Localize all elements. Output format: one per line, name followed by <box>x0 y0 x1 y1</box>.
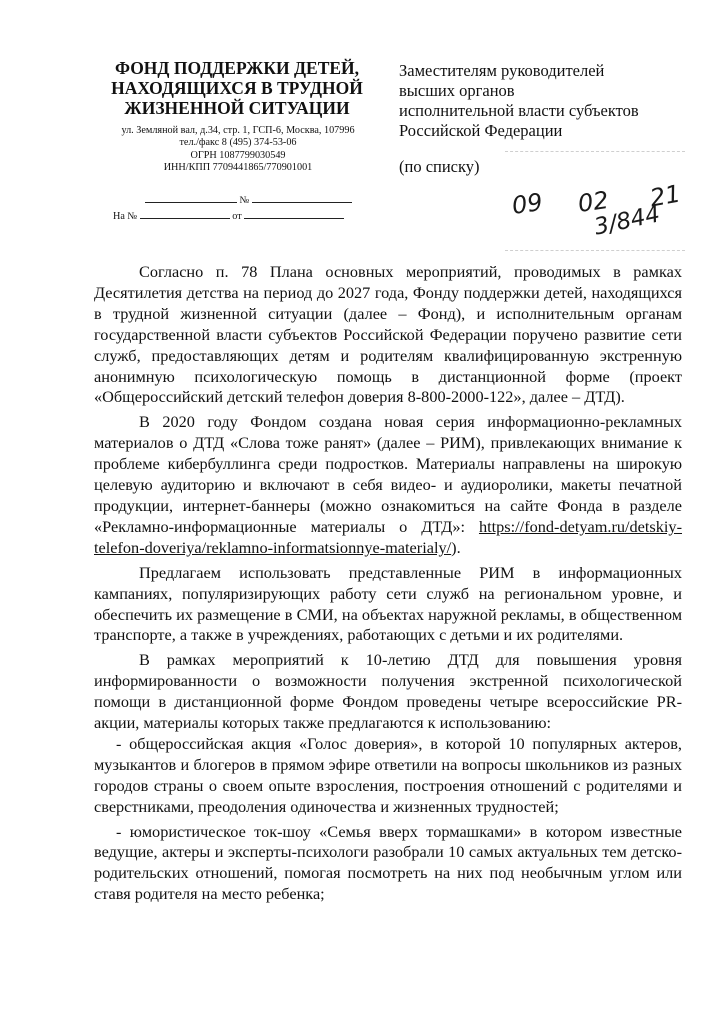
materials-link[interactable]: https://fond-detyam.ru/detskiy-telefon-doveriya/reklamno-informatsionnye-materialy/ <box>94 516 682 557</box>
handwritten-number: 3/844 <box>592 201 663 241</box>
sender-inn-kpp: ИНН/КПП 7709441865/770901001 <box>163 162 313 174</box>
sender-address: ул. Земляной вал, д.34, стр. 1, ГСП-6, Москва, 107996 <box>121 125 355 136</box>
number-sign: № <box>239 195 250 206</box>
handwritten-date-month: 02 <box>576 186 611 218</box>
blank-line <box>252 193 352 203</box>
recipient-line: исполнительной власти субъектов <box>399 101 639 120</box>
recipient-line: Российской Федерации <box>399 121 563 140</box>
letter-body <box>94 262 682 905</box>
handwritten-date-year: 21 <box>647 179 683 213</box>
paragraph-2-end: ). <box>451 537 461 557</box>
sender-title <box>102 58 372 118</box>
faint-stamp-line <box>505 151 685 152</box>
list-item-1: - общероссийская акция «Голос доверия», в которой 10 популярных актеров, музыкантов и блогеров в прямом эфире ответили на вопросы школьников из разных городов страны о своем опыте взросления, построения отношений с родителями и сверстниками, преодоления одиночества и жизненных трудностей; <box>94 733 682 816</box>
recipient-block <box>399 61 689 141</box>
blank-line <box>244 209 344 219</box>
sender-title-line: НАХОДЯЩИХСЯ В ТРУДНОЙ <box>111 78 363 98</box>
outgoing-number-line <box>145 193 352 206</box>
list-item-2: - юмористическое ток-шоу «Семья вверх тормашками» в котором известные ведущие, актеры и эксперты-психологи разобрали 10 самых актуальных тем детско-родительских отношений, помогая посмотреть на них под необычным углом или ставя родителя на место ребенка; <box>94 821 682 904</box>
reply-to-label: На № <box>113 211 138 222</box>
recipient-line: Заместителям руководителей <box>399 61 605 80</box>
faint-stamp-line <box>505 250 685 251</box>
paragraph-2-text: В 2020 году Фондом создана новая серия информационно-рекламных материалов о ДТД «Слова тоже ранят» (далее – РИМ), привлекающих внимание к проблеме кибербуллинга среди подростков. Материалы направлены на широкую целевую аудиторию и включают в себя видео- и аудиоролики, макеты печатной продукции, интернет-баннеры (можно ознакомиться на сайте Фонда в разделе «Рекламно-информационные материалы о ДТД»: <box>94 412 682 536</box>
sender-title-line: ЖИЗНЕННОЙ СИТУАЦИИ <box>124 98 350 118</box>
sender-details <box>104 125 372 175</box>
blank-line <box>145 193 237 203</box>
recipient-list-note: (по списку) <box>399 157 480 176</box>
paragraph-3: Предлагаем использовать представленные РИМ в информационных кампаниях, популяризирующих работу сети служб на региональном уровне, и обеспечить их размещение в СМИ, на объектах наружной рекламы, в общественном транспорте, а также в учреждениях, работающих с детьми и их родителями. <box>94 562 682 645</box>
reply-date-label: от <box>232 211 242 222</box>
paragraph-1: Согласно п. 78 Плана основных мероприятий, проводимых в рамках Десятилетия детства на период до 2027 года, Фонду поддержки детей, находящихся в трудной жизненной ситуации (далее – Фонд), и исполнительным органам государственной власти субъектов Российской Федерации поручено развитие сети служб, предоставляющих детям и родителям квалифицированную экстренную анонимную психологическую помощь в дистанционной форме (проект «Общероссийский детский телефон доверия 8-800-2000-122», далее – ДТД). <box>94 262 682 407</box>
blank-line <box>140 209 230 219</box>
paragraph-2 <box>94 412 682 558</box>
handwritten-date-day: 09 <box>510 188 545 220</box>
recipient-line: высших органов <box>399 81 515 100</box>
reply-to-line <box>113 209 344 222</box>
sender-ogrn: ОГРН 1087799030549 <box>190 149 286 161</box>
paragraph-4: В рамках мероприятий к 10-летию ДТД для повышения уровня информированности о возможности получения экстренной психологической помощи в дистанционной форме Фондом проведены четыре всероссийские PR-акции, материалы которых также предлагаются к использованию: <box>94 650 682 733</box>
sender-title-line: ФОНД ПОДДЕРЖКИ ДЕТЕЙ, <box>114 58 360 78</box>
sender-phone: тел./факс 8 (495) 374-53-06 <box>179 137 297 149</box>
